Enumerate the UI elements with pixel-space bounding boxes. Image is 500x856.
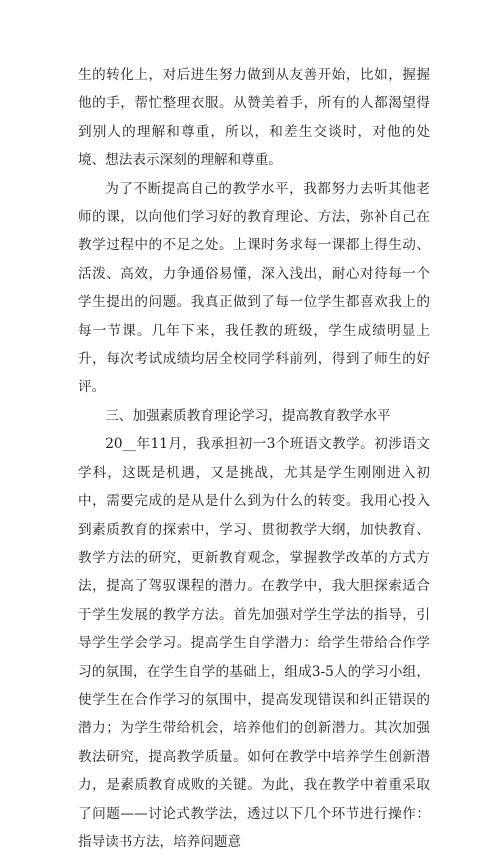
document-page	[78, 61, 430, 856]
paragraph-teaching-improvement: 为了不断提高自己的教学水平，我都努力去听其他老师的课，以向他们学习好的教育理论、方法，弥补自己在教学过程中的不足之处。上课时务求每一课都上得生动、活泼、高效，力争通俗易懂，深入浅出，耐心对待每一个学生提出的问题。我真正做到了每一位学生都喜欢我上的每一节课。几年下来，我任教的班级，学生成绩明显上升，每次考试成绩均居全校同学科前列，得到了师生的好评。	[78, 180, 430, 396]
paragraph-student-transformation: 生的转化上，对后进生努力做到从友善开始，比如，握握他的手，帮忙整理衣服。从赞美着手，所有的人都渴望得到别人的理解和尊重，所以，和差生交谈时，对他的处境、想法表示深刻的理解和尊重。	[78, 67, 430, 169]
paragraph-chinese-teaching: 20__年11月，我承担初一3个班语文教学。初涉语文学科，这既是机遇，又是挑战，尤其是学生刚刚进入初中，需要完成的是从是什么到为什么的转变。我用心投入到素质教育的探索中，学习、贯彻教学大纲，加快教育、教学方法的研究，更新教育观念，掌握教学改革的方式方法，提高了驾驭课程的潜力。在教学中，我大胆探索适合于学生发展的教学方法。首先加强对学生学法的指导，引导学生学会学习。提高学生自学潜力：给学生带给合作学习的氛围，在学生自学的基础上，组成3-5人的学习小组，使学生在合作学习的氛围中，提高发现错误和纠正错误的潜力；为学生带给机会，培养他们的创新潜力。其次加强教法研究，提高教学质量。如何在教学中培养学生创新潜力，是素质教育成败的关键。为此，我在教学中着重采取了问题——讨论式教学法，透过以下几个环节进行操作：指导读书方法，培养问题意	[78, 436, 430, 850]
section-heading-quality-education: 三、加强素质教育理论学习，提高教育教学水平	[105, 407, 391, 424]
